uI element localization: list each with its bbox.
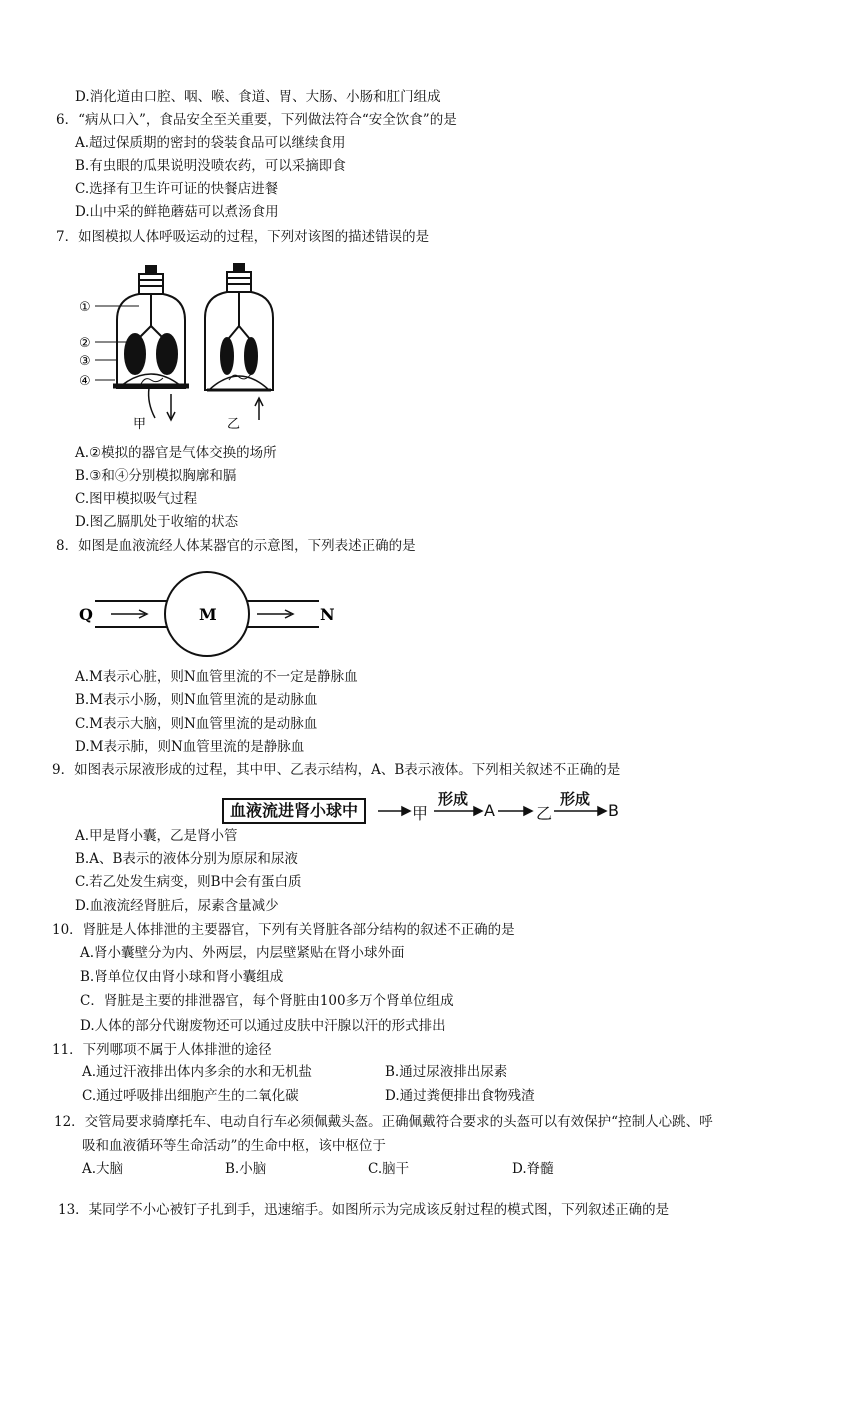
q11-stem: 11．下列哪项不属于人体排泄的途径 bbox=[52, 1042, 272, 1058]
q9-option-c: C.若乙处发生病变，则B中会有蛋白质 bbox=[75, 874, 302, 890]
q7-option-a: A.②模拟的器官是气体交换的场所 bbox=[75, 445, 277, 461]
urine-flow-start-box: 血液流进肾小球中 bbox=[222, 798, 366, 824]
label-jia: 甲 bbox=[133, 417, 147, 432]
q11-option-b: B.通过尿液排出尿素 bbox=[385, 1064, 508, 1080]
q12-option-b: B.小脑 bbox=[225, 1161, 267, 1177]
label-n: N bbox=[320, 605, 335, 624]
jar-yi bbox=[205, 264, 273, 420]
label-yi: 乙 bbox=[227, 417, 241, 432]
label-q: Q bbox=[79, 605, 93, 624]
q6-option-b: B.有虫眼的瓜果说明没喷农药，可以采摘即食 bbox=[75, 158, 346, 174]
q7-stem: 7．如图模拟人体呼吸运动的过程，下列对该图的描述错误的是 bbox=[56, 229, 430, 245]
flow-form-1: 形成 bbox=[438, 790, 469, 808]
label-1: ① bbox=[79, 300, 91, 315]
q12-stem-line2: 吸和血液循环等生命活动”的生命中枢，该中枢位于 bbox=[82, 1138, 386, 1154]
q9-option-d: D.血液流经肾脏后，尿素含量减少 bbox=[75, 898, 279, 914]
q12-option-a: A.大脑 bbox=[82, 1161, 124, 1177]
q12-option-c: C.脑干 bbox=[368, 1161, 410, 1177]
q9-stem: 9．如图表示尿液形成的过程，其中甲、乙表示结构，A、B表示液体。下列相关叙述不正确的是 bbox=[52, 762, 621, 778]
q9-option-b: B.A、B表示的液体分别为原尿和尿液 bbox=[75, 851, 298, 867]
q11-option-d: D.通过粪便排出食物残渣 bbox=[385, 1088, 535, 1104]
label-3: ③ bbox=[79, 354, 91, 369]
flow-b: B bbox=[608, 801, 619, 820]
q6-option-c: C.选择有卫生许可证的快餐店进餐 bbox=[75, 181, 279, 197]
q8-option-c: C.M表示大脑，则N血管里流的是动脉血 bbox=[75, 716, 318, 732]
breathing-model-figure bbox=[75, 258, 295, 438]
flow-jia: 甲 bbox=[412, 804, 429, 823]
label-4: ④ bbox=[79, 374, 91, 389]
q5-option-d: D.消化道由口腔、咽、喉、食道、胃、大肠、小肠和肛门组成 bbox=[75, 89, 441, 105]
blood-flow-organ-figure bbox=[75, 565, 355, 665]
q13-stem: 13．某同学不小心被钉子扎到手，迅速缩手。如图所示为完成该反射过程的模式图，下列叙述正确的是 bbox=[58, 1202, 670, 1218]
q9-option-a: A.甲是肾小囊，乙是肾小管 bbox=[75, 828, 238, 844]
flow-a: A bbox=[484, 801, 495, 820]
q6-stem: 6．“病从口入”，食品安全至关重要，下列做法符合“安全饮食”的是 bbox=[56, 112, 457, 128]
q12-option-d: D.脊髓 bbox=[512, 1161, 554, 1177]
q8-option-a: A.M表示心脏，则N血管里流的不一定是静脉血 bbox=[75, 669, 358, 685]
q10-stem: 10．肾脏是人体排泄的主要器官，下列有关肾脏各部分结构的叙述不正确的是 bbox=[52, 922, 515, 938]
q6-option-a: A.超过保质期的密封的袋装食品可以继续食用 bbox=[75, 135, 346, 151]
q7-option-c: C.图甲模拟吸气过程 bbox=[75, 491, 198, 507]
jar-jia bbox=[113, 266, 189, 420]
q8-option-d: D.M表示肺，则N血管里流的是静脉血 bbox=[75, 739, 305, 755]
q10-option-c: C．肾脏是主要的排泄器官，每个肾脏由100多万个肾单位组成 bbox=[80, 993, 454, 1009]
q8-stem: 8．如图是血液流经人体某器官的示意图，下列表述正确的是 bbox=[56, 538, 416, 554]
q12-stem-line1: 12．交管局要求骑摩托车、电动自行车必须佩戴头盔。正确佩戴符合要求的头盔可以有效保护“控制人心跳、呼 bbox=[54, 1114, 713, 1130]
q11-option-c: C.通过呼吸排出细胞产生的二氧化碳 bbox=[82, 1088, 299, 1104]
q6-option-d: D.山中采的鲜艳蘑菇可以煮汤食用 bbox=[75, 204, 279, 220]
label-m: M bbox=[199, 605, 217, 624]
q10-option-d: D.人体的部分代谢废物还可以通过皮肤中汗腺以汗的形式排出 bbox=[80, 1018, 446, 1034]
q11-option-a: A.通过汗液排出体内多余的水和无机盐 bbox=[82, 1064, 313, 1080]
flow-yi: 乙 bbox=[536, 804, 553, 823]
label-2: ② bbox=[79, 336, 91, 351]
flow-form-2: 形成 bbox=[560, 790, 591, 808]
q7-option-d: D.图乙膈肌处于收缩的状态 bbox=[75, 514, 239, 530]
q10-option-b: B.肾单位仅由肾小球和肾小囊组成 bbox=[80, 969, 284, 985]
q7-option-b: B.③和④分别模拟胸廓和膈 bbox=[75, 468, 237, 484]
q8-option-b: B.M表示小肠，则N血管里流的是动脉血 bbox=[75, 692, 318, 708]
q10-option-a: A.肾小囊壁分为内、外两层，内层壁紧贴在肾小球外面 bbox=[80, 945, 405, 961]
